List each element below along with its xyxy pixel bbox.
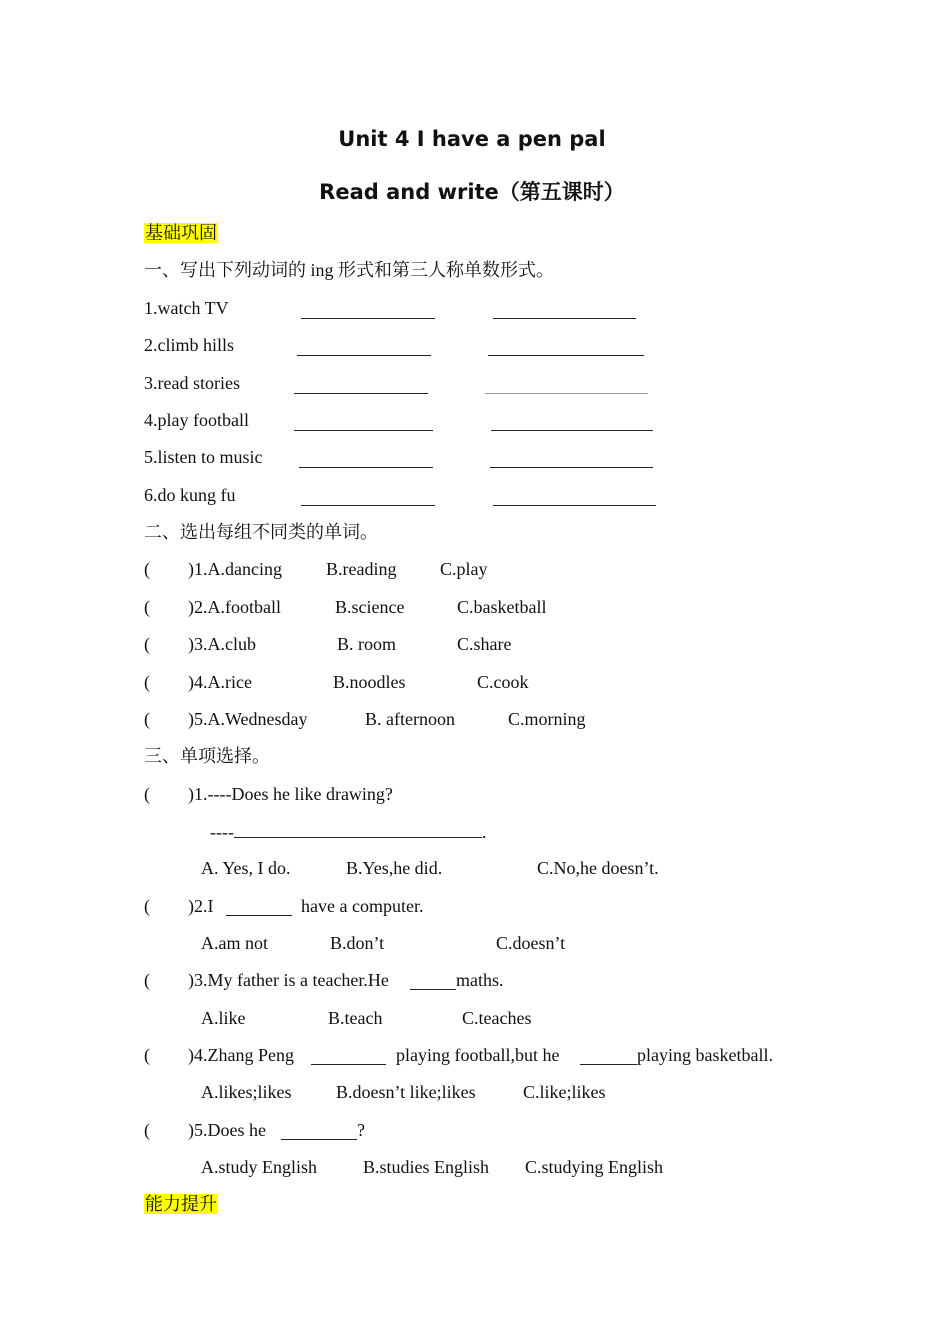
part3-heading: 三、单项选择。 [144, 746, 270, 766]
option-c: C.doesn’t [496, 933, 566, 953]
option-b: B.teach [328, 1008, 383, 1028]
part1-item-5: 5.listen to music [144, 447, 263, 467]
option-a: A.am not [201, 933, 268, 953]
part2-heading: 二、选出每组不同类的单词。 [144, 522, 378, 542]
option-c: C.teaches [462, 1008, 532, 1028]
answer-blank[interactable] [580, 1046, 637, 1065]
answer-blank-ing-5[interactable] [299, 449, 433, 468]
answer-paren[interactable]: ( [144, 634, 150, 654]
answer-blank-ing-2[interactable] [297, 337, 431, 356]
option-b: B.Yes,he did. [346, 858, 443, 878]
part1-item-2: 2.climb hills [144, 335, 234, 355]
option-b: B.studies English [363, 1157, 490, 1177]
page-subtitle: Read and write（第五课时） [319, 180, 625, 204]
answer-blank-3rd-2[interactable] [488, 337, 644, 356]
part1-item-1: 1.watch TV [144, 298, 229, 318]
part1-item-3: 3.read stories [144, 373, 240, 393]
answer-blank-ing-3[interactable] [294, 375, 428, 394]
option-b: B.doesn’t like;likes [336, 1082, 476, 1102]
option-a: A.likes;likes [201, 1082, 292, 1102]
answer-paren[interactable]: ( [144, 896, 150, 916]
answer-blank-ing-1[interactable] [301, 300, 435, 319]
worksheet-page: Unit 4 I have a pen pal Read and write（第五课时） 基础巩固 一、写出下列动词的 ing 形式和第三人称单数形式。 1.watch TV 2.climb hills 3.read stories 4.play football 5.listen to music 6.do kung fu 二、选出每组不同类的单词。 ( )1.A.dancing B.reading C.play ( )2.A.football B.science C.basketball ( )3.A.club B. room C.share ( )4.A.rice B.noodles C.cook ( )5.A.Wednesday B. afternoon C.morning 三、单项选择。 ( )1.----Does he like drawing? ---- . A. Yes, I do. B.Yes,he did. C.No,he doesn’t. ( )2.I have a computer. A.am not B.don’t C.doesn’t ( )3.My father is a teacher.He maths. A.like B.teach C.teaches ( )4.Zhang Peng playing football,but he playing basketball. A.likes;likes B.doesn’t like;likes C.like;likes ( )5.Does he ? A.study English B.studies English C.studying English 能力提升 [0, 0, 950, 1344]
answer-paren[interactable]: ( [144, 970, 150, 990]
part1-item-6: 6.do kung fu [144, 485, 236, 505]
option-a: A.like [201, 1008, 246, 1028]
option-c: C.No,he doesn’t. [537, 858, 659, 878]
answer-blank[interactable] [311, 1046, 386, 1065]
answer-blank-3rd-5[interactable] [490, 449, 653, 468]
answer-paren[interactable]: ( [144, 672, 150, 692]
answer-blank[interactable] [234, 819, 482, 838]
option-a: A. Yes, I do. [201, 858, 291, 878]
part3-q1-answer-line: ---- . [210, 819, 486, 844]
answer-blank-3rd-6[interactable] [493, 487, 656, 506]
answer-blank-ing-6[interactable] [301, 487, 435, 506]
answer-blank-ing-4[interactable] [294, 412, 433, 431]
section-advanced-label: 能力提升 [145, 1194, 217, 1214]
option-a: A.study English [201, 1157, 318, 1177]
answer-paren[interactable]: ( [144, 784, 150, 804]
part1-item-4: 4.play football [144, 410, 249, 430]
option-c: C.like;likes [523, 1082, 606, 1102]
answer-paren[interactable]: ( [144, 709, 150, 729]
answer-paren[interactable]: ( [144, 597, 150, 617]
answer-blank-3rd-4[interactable] [491, 412, 653, 431]
answer-paren[interactable]: ( [144, 1120, 150, 1140]
answer-blank[interactable] [410, 971, 456, 990]
page-title: Unit 4 I have a pen pal [338, 127, 606, 151]
answer-blank-3rd-3[interactable] [485, 375, 648, 394]
section-basic-label: 基础巩固 [145, 223, 217, 243]
answer-paren[interactable]: ( [144, 1045, 150, 1065]
option-b: B.don’t [330, 933, 385, 953]
answer-paren[interactable]: ( [144, 559, 150, 579]
answer-blank[interactable] [226, 897, 292, 916]
answer-blank[interactable] [281, 1121, 357, 1140]
part1-heading: 一、写出下列动词的 ing 形式和第三人称单数形式。 [144, 260, 554, 280]
answer-blank-3rd-1[interactable] [493, 300, 636, 319]
option-c: C.studying English [525, 1157, 664, 1177]
